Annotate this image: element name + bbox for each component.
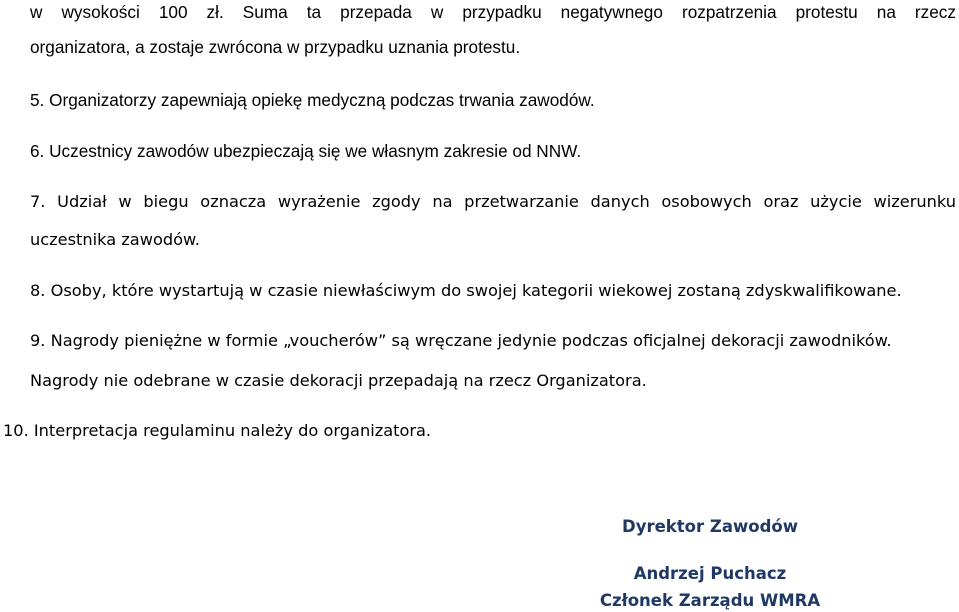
signature-role: Członek Zarządu WMRA [599,591,821,610]
signature-title: Dyrektor Zawodów [622,517,798,536]
paragraph-4-line-2: organizatora, a zostaje zwrócona w przypadku uznania protestu. [30,37,521,57]
paragraph-6: 6. Uczestnicy zawodów ubezpieczają się we własnym zakresie od NNW. [30,141,582,161]
paragraph-8: 8. Osoby, które wystartują w czasie niewłaściwym do swojej kategorii wiekowej zostaną zdyskwalifikowane. [30,281,902,300]
signature-name: Andrzej Puchacz [633,564,787,583]
paragraph-10: 10. Interpretacja regulaminu należy do organizatora. [3,421,432,440]
paragraph-5: 5. Organizatorzy zapewniają opiekę medyczną podczas trwania zawodów. [30,90,595,110]
paragraph-7-line-1: 7. Udział w biegu oznacza wyrażenie zgody na przetwarzanie danych osobowych oraz użycie wizerunku [30,192,956,211]
paragraph-9-line-1: 9. Nagrody pieniężne w formie „voucherów” są wręczane jedynie podczas oficjalnej dekoracji zawodników. [30,331,892,350]
paragraph-4-line-1: w wysokości 100 zł. Suma ta przepada w przypadku negatywnego rozpatrzenia protestu na rzecz [30,2,956,22]
paragraph-9-line-2: Nagrody nie odebrane w czasie dekoracji przepadają na rzecz Organizatora. [30,371,647,390]
paragraph-7-line-2: uczestnika zawodów. [30,230,200,249]
